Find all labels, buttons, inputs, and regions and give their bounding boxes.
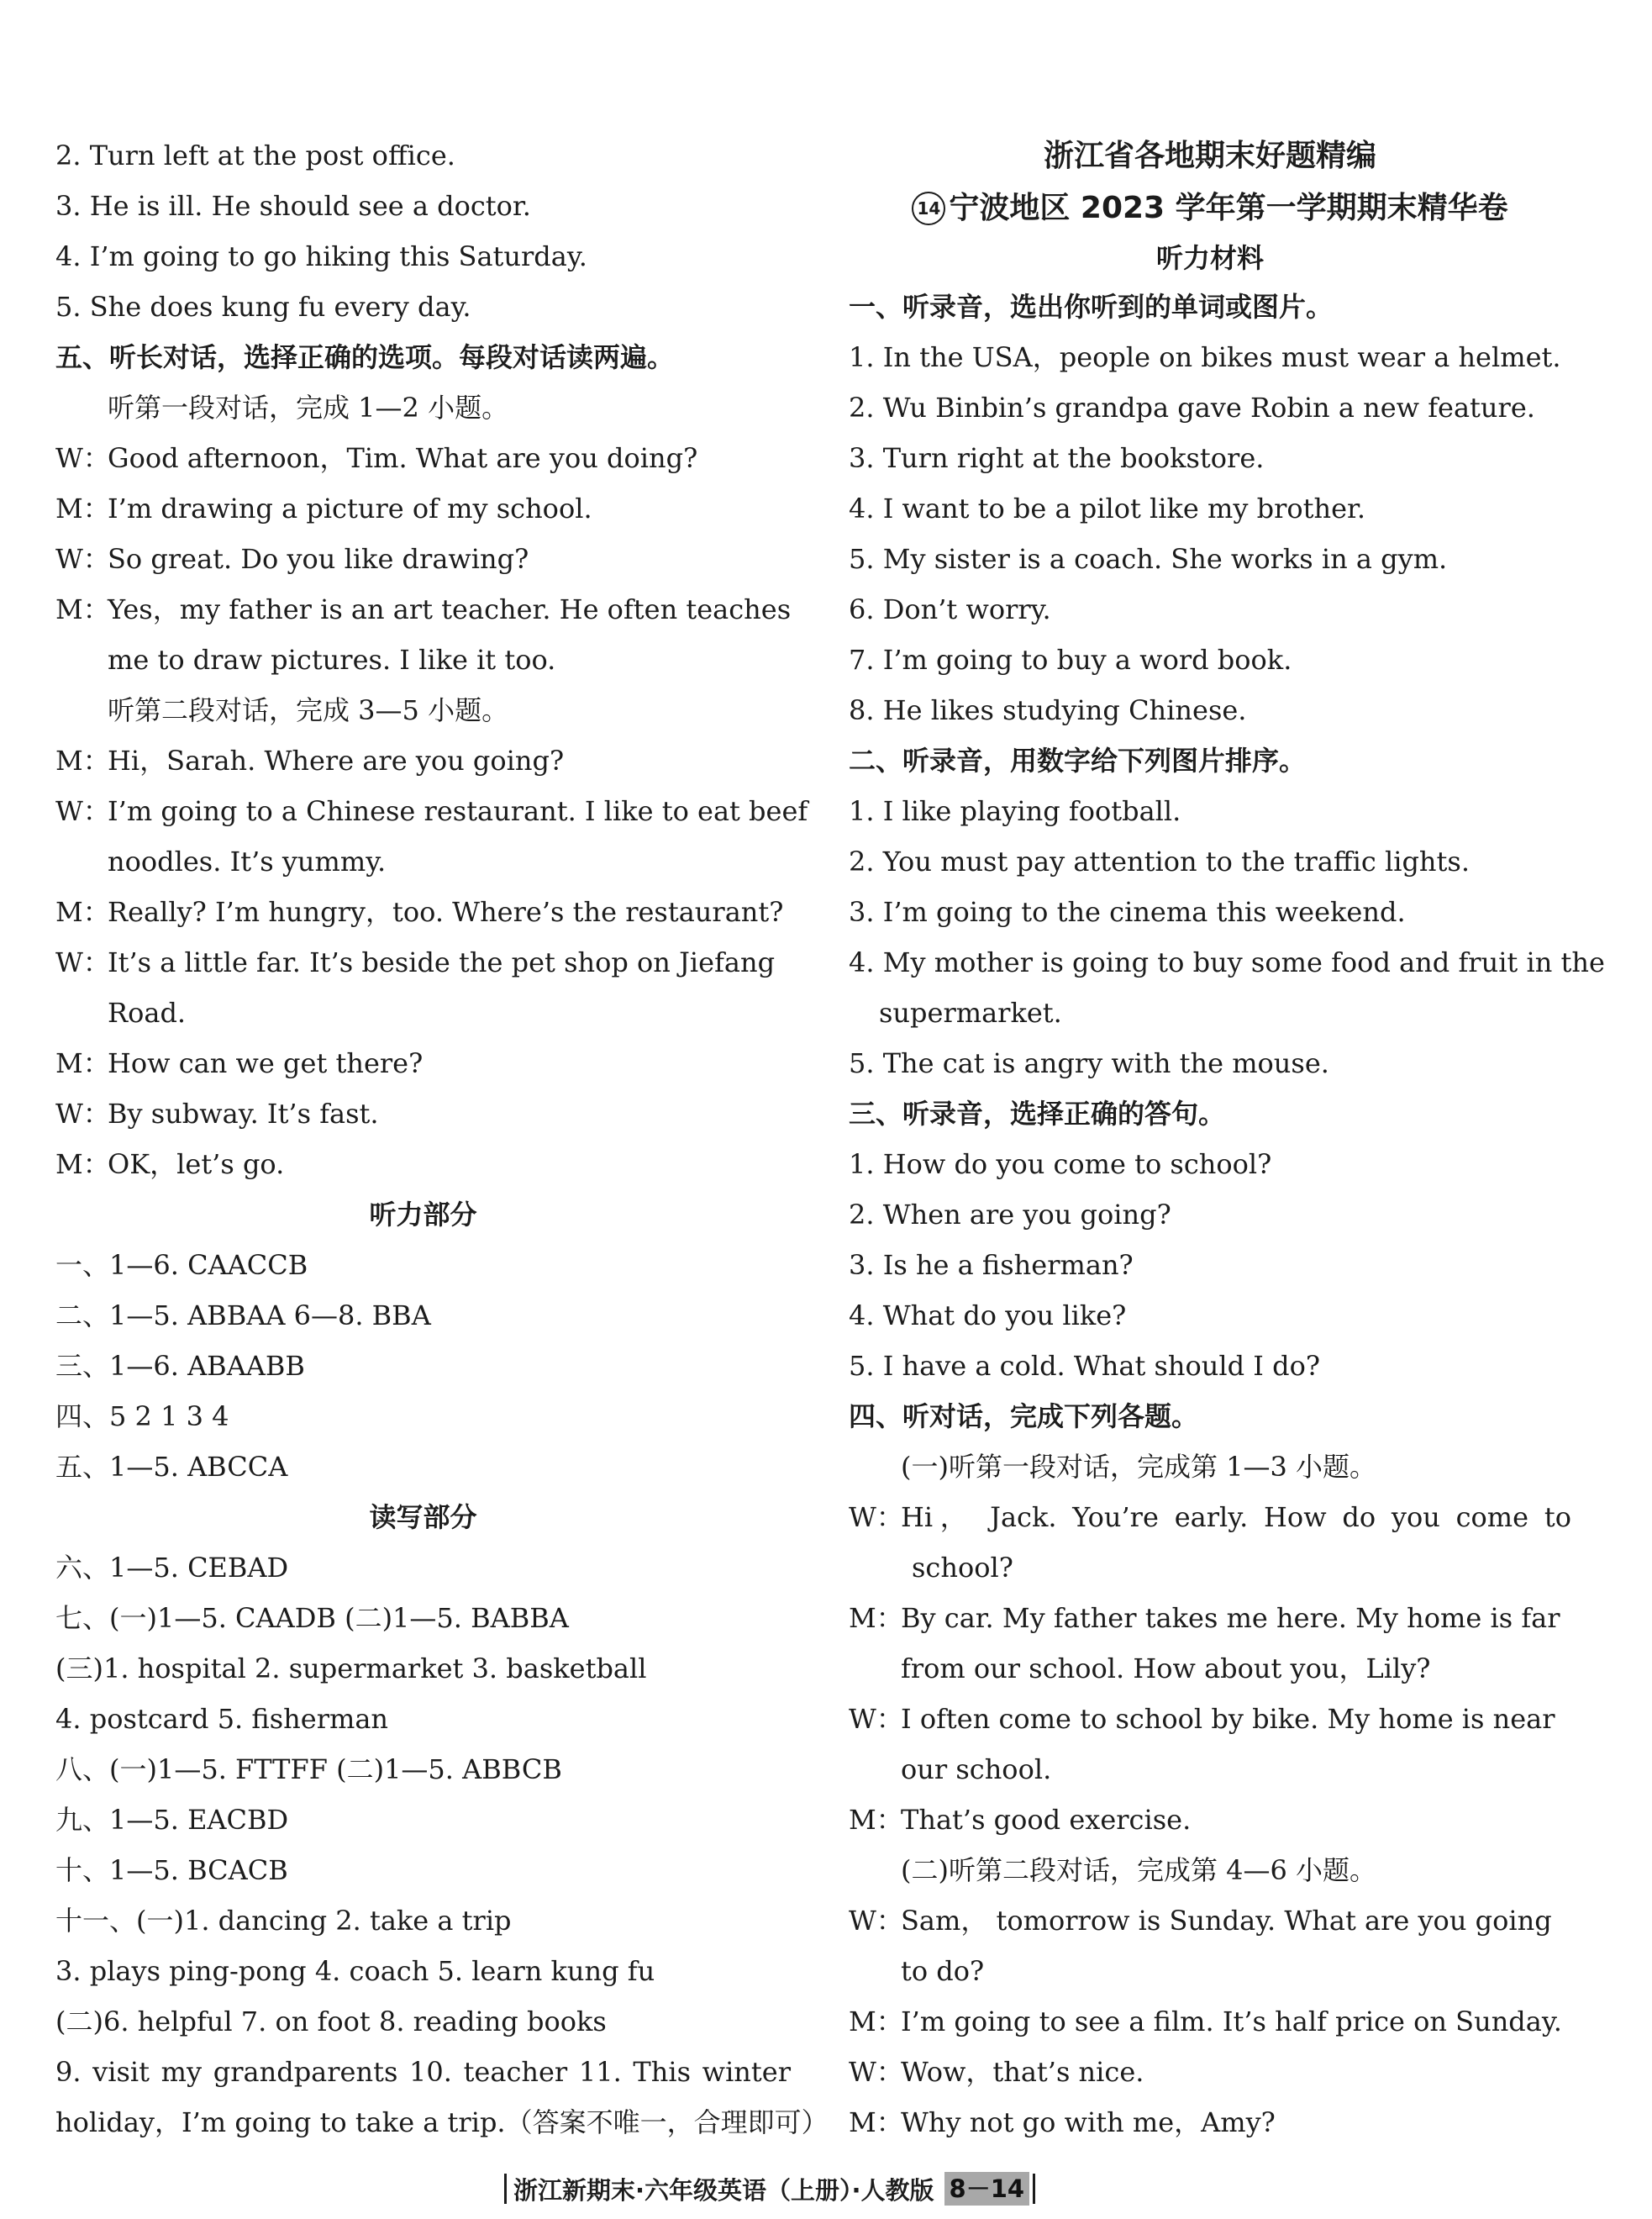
answer-line: 4. postcard 5. fisherman xyxy=(55,1703,389,1735)
answer-line: 四、5 2 1 3 4 xyxy=(55,1400,229,1432)
text-line: 4. What do you like? xyxy=(849,1299,1127,1331)
text-line: 4. My mother is going to buy some food and fruit in the xyxy=(849,946,1605,978)
section-heading: 四、听对话，完成下列各题。 xyxy=(849,1400,1199,1432)
speaker-label: M： xyxy=(55,745,110,777)
dialogue-line xyxy=(55,735,791,786)
dialogue-continuation: our school. xyxy=(901,1753,1052,1785)
text-line: 4. I want to be a pilot like my brother. xyxy=(849,493,1365,524)
speaker-label: W： xyxy=(55,795,110,827)
part-heading: 听力部分 xyxy=(369,1199,477,1231)
text-line: 7. I’m going to buy a word book. xyxy=(849,644,1292,676)
section-title: 听力材料 xyxy=(1155,242,1264,274)
answer-line: 3. plays ping-pong 4. coach 5. learn kung fu xyxy=(55,1955,655,1987)
dialogue-text: Sam， tomorrow is Sunday. What are you going xyxy=(901,1905,1552,1937)
dialogue-line xyxy=(849,1996,1571,2047)
answer-line: 六、1—5. CEBAD xyxy=(55,1552,289,1584)
answer-line: 十一、(一)1. dancing 2. take a trip xyxy=(55,1905,512,1937)
speaker-label: M： xyxy=(849,2106,903,2138)
dialogue-line xyxy=(55,1088,791,1139)
text-line: 1. How do you come to school? xyxy=(849,1148,1272,1180)
text-line: 3. I’m going to the cinema this weekend. xyxy=(849,896,1406,928)
dialogue-text: It’s a little far. It’s beside the pet shop on Jiefang xyxy=(108,946,776,978)
left-column xyxy=(55,130,829,2148)
dialogue-line xyxy=(55,937,791,988)
dialogue-line xyxy=(849,1895,1571,1946)
speaker-label: W： xyxy=(55,543,110,575)
dialogue-line xyxy=(55,1038,791,1088)
answer-line: 七、(一)1—5. CAADB (二)1—5. BABBA xyxy=(55,1602,569,1634)
answer-line: holiday，I’m going to take a trip.（答案不唯一，合理即可） xyxy=(55,2106,829,2138)
speaker-label: M： xyxy=(55,1148,110,1180)
text-continuation: supermarket. xyxy=(879,997,1062,1029)
speaker-label: M： xyxy=(55,593,110,625)
dialogue-line xyxy=(55,534,791,584)
dialogue-line xyxy=(849,2047,1571,2097)
answer-line: 一、1—6. CAACCB xyxy=(55,1249,308,1281)
speaker-label: W： xyxy=(55,442,110,474)
part-heading: 读写部分 xyxy=(369,1501,477,1533)
dialogue-line xyxy=(849,1593,1571,1643)
speaker-label: M： xyxy=(55,896,110,928)
dialogue-text: By car. My father takes me here. My home is far xyxy=(901,1602,1560,1634)
answer-line: 二、1—5. ABBAA 6—8. BBA xyxy=(55,1299,431,1331)
speaker-label: W： xyxy=(849,1703,903,1735)
text-line: 5. She does kung fu every day. xyxy=(55,291,471,323)
right-column xyxy=(849,130,1605,2148)
dialogue-line xyxy=(849,2097,1571,2148)
speaker-label: W： xyxy=(849,1501,903,1533)
instruction-line: 听第一段对话，完成 1—2 小题。 xyxy=(108,392,509,424)
dialogue-text: That’s good exercise. xyxy=(901,1804,1192,1836)
dialogue-text: OK，let’s go. xyxy=(108,1148,285,1180)
speaker-label: W： xyxy=(849,2056,903,2088)
dialogue-text: I’m going to a Chinese restaurant. I like to eat beef xyxy=(108,795,808,827)
dialogue-text: By subway. It’s fast. xyxy=(108,1098,379,1130)
text-line: 1. In the USA，people on bikes must wear a helmet. xyxy=(849,341,1561,373)
page-footer xyxy=(504,2170,1035,2207)
section-heading: 二、听录音，用数字给下列图片排序。 xyxy=(849,745,1307,777)
dialogue-text: I often come to school by bike. My home is near xyxy=(901,1703,1555,1735)
dialogue-text: So great. Do you like drawing? xyxy=(108,543,529,575)
dialogue-line xyxy=(55,1139,791,1189)
text-line: 2. Turn left at the post office. xyxy=(55,140,455,171)
speaker-label: W： xyxy=(55,1098,110,1130)
text-line: 8. He likes studying Chinese. xyxy=(849,694,1247,726)
text-line: 2. You must pay attention to the traffic lights. xyxy=(849,846,1470,878)
answer-line: 三、1—6. ABAABB xyxy=(55,1350,305,1382)
footer-divider xyxy=(1033,2174,1035,2204)
speaker-label: M： xyxy=(849,2006,903,2037)
dialogue-text: I’m drawing a picture of my school. xyxy=(108,493,592,524)
dialogue-continuation: from our school. How about you，Lily? xyxy=(901,1652,1431,1684)
page-number: 8－14 xyxy=(944,2172,1030,2206)
answer-line: 十、1—5. BCACB xyxy=(55,1854,288,1886)
answer-line: (二)6. helpful 7. on foot 8. reading books xyxy=(55,2006,607,2037)
dialogue-line xyxy=(55,433,791,483)
dialogue-continuation: school? xyxy=(912,1552,1013,1584)
text-line: 4. I’m going to go hiking this Saturday. xyxy=(55,240,587,272)
dialogue-continuation: to do? xyxy=(901,1955,985,1987)
speaker-label: M： xyxy=(849,1804,903,1836)
speaker-label: M： xyxy=(55,1047,110,1079)
dialogue-text: Good afternoon，Tim. What are you doing? xyxy=(108,442,698,474)
text-line: 5. My sister is a coach. She works in a gym. xyxy=(849,543,1448,575)
answer-line: 八、(一)1—5. FTTFF (二)1—5. ABBCB xyxy=(55,1753,562,1785)
dialogue-line xyxy=(55,483,791,534)
dialogue-text: Hi，Sarah. Where are you going? xyxy=(108,745,565,777)
dialogue-text: How can we get there? xyxy=(108,1047,424,1079)
speaker-label: W： xyxy=(55,946,110,978)
dialogue-text: Why not go with me，Amy? xyxy=(901,2106,1276,2138)
footer-title: 浙江新期末·六年级英语（上册）·人教版 xyxy=(513,2175,934,2205)
dialogue-continuation: me to draw pictures. I like it too. xyxy=(108,644,556,676)
instruction-line: (二)听第二段对话，完成第 4—6 小题。 xyxy=(901,1854,1377,1886)
speaker-label: M： xyxy=(55,493,110,524)
answer-line: 五、1—5. ABCCA xyxy=(55,1451,288,1483)
text-line: 6. Don’t worry. xyxy=(849,593,1051,625)
exam-number-badge: 14 xyxy=(912,192,945,225)
section-heading: 一、听录音，选出你听到的单词或图片。 xyxy=(849,291,1334,323)
dialogue-line xyxy=(55,786,808,836)
dialogue-line xyxy=(849,1492,1571,1542)
text-line: 3. Is he a fisherman? xyxy=(849,1249,1134,1281)
dialogue-text: Really? I’m hungry，too. Where’s the restaurant? xyxy=(108,896,784,928)
text-line: 5. I have a cold. What should I do? xyxy=(849,1350,1321,1382)
dialogue-text: Wow，that’s nice. xyxy=(901,2056,1144,2088)
page-title: 浙江省各地期末好题精编 xyxy=(1043,139,1376,173)
dialogue-text: Yes，my father is an art teacher. He often teaches xyxy=(108,593,792,625)
answer-line: 九、1—5. EACBD xyxy=(55,1804,289,1836)
answer-line: 9. visit my grandparents 10. teacher 11. This winter xyxy=(55,2056,791,2088)
text-line: 1. I like playing football. xyxy=(849,795,1181,827)
dialogue-continuation: noodles. It’s yummy. xyxy=(108,846,387,878)
dialogue-line xyxy=(849,1694,1571,1744)
text-line: 2. Wu Binbin’s grandpa gave Robin a new feature. xyxy=(849,392,1535,424)
dialogue-text: I’m going to see a film. It’s half price on Sunday. xyxy=(901,2006,1562,2037)
section-heading: 五、听长对话，选择正确的选项。每段对话读两遍。 xyxy=(55,341,675,373)
dialogue-text: Hi， Jack. You’re early. How do you come to xyxy=(901,1501,1571,1533)
dialogue-line xyxy=(849,1795,1571,1845)
answer-line: (三)1. hospital 2. supermarket 3. basketball xyxy=(55,1652,647,1684)
text-line: 2. When are you going? xyxy=(849,1199,1171,1231)
text-line: 3. Turn right at the bookstore. xyxy=(849,442,1265,474)
speaker-label: W： xyxy=(849,1905,903,1937)
speaker-label: M： xyxy=(849,1602,903,1634)
text-line: 3. He is ill. He should see a doctor. xyxy=(55,190,531,222)
dialogue-continuation: Road. xyxy=(108,997,187,1029)
dialogue-line xyxy=(55,584,791,635)
text-line: 5. The cat is angry with the mouse. xyxy=(849,1047,1329,1079)
dialogue-line xyxy=(55,887,791,937)
instruction-line: 听第二段对话，完成 3—5 小题。 xyxy=(108,694,509,726)
section-heading: 三、听录音，选择正确的答句。 xyxy=(849,1098,1226,1130)
exam-title-text: 宁波地区 2023 学年第一学期期末精华卷 xyxy=(949,191,1508,225)
instruction-line: (一)听第一段对话，完成第 1—3 小题。 xyxy=(901,1451,1377,1483)
exam-title xyxy=(849,182,1571,235)
